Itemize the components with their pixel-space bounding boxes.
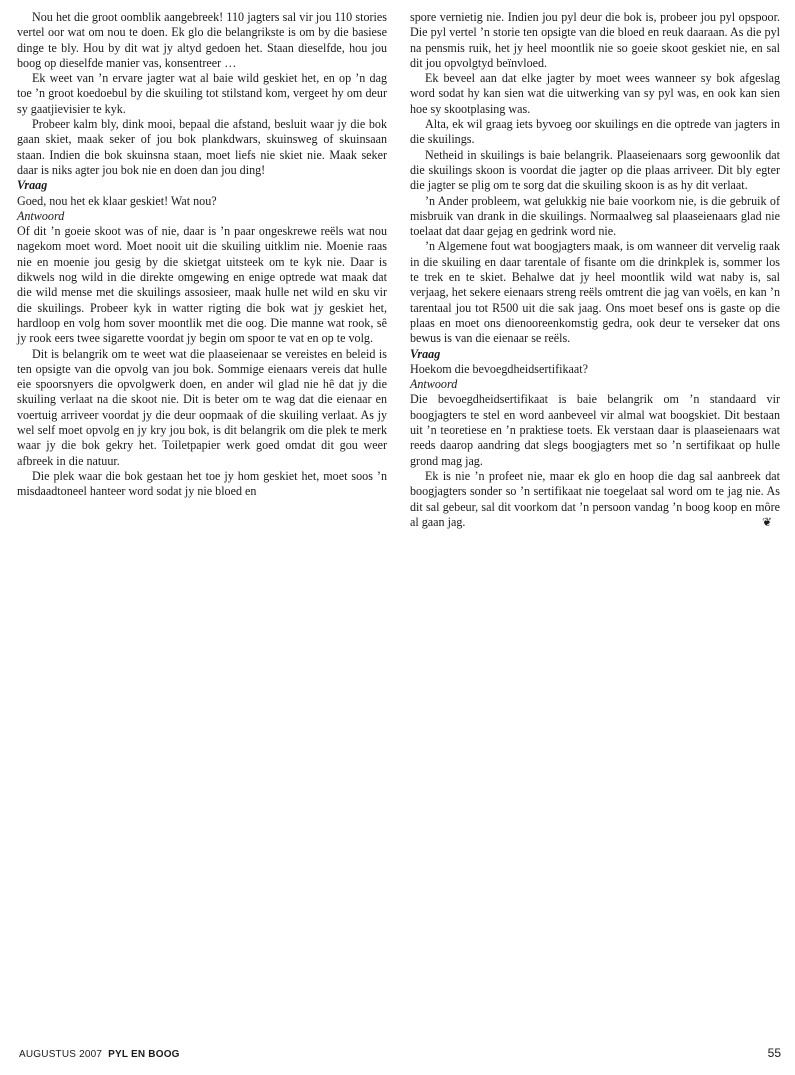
paragraph: Hoekom die bevoegdheidsertifikaat? xyxy=(410,361,588,376)
footer-issue xyxy=(19,1049,180,1060)
paragraph: Ek beveel aan dat elke jagter by moet wees wanneer sy bok afgeslag word sodat hy kan sien wat die uitwerking van sy pyl was, en ook kan sien hoe sy skootplasing was. xyxy=(410,71,780,116)
paragraph: ’n Algemene fout wat boogjagters maak, is om wanneer dit vervelig raak in die skuiling en daar tarentale of fisante om die drinkplek is, sommer los te trek en te skiet. Behalwe dat jy heel moontlik wild wat naby is, sal verjaag, het sekere eienaars streng reëls omtrent die jag van voëls, en kan ’n tarentaal jou tot R500 uit die sak jaag. Ons moet besef ons is gaste op die plaas en moet ons dienooreenkomstig gedra, ook deur te verseker dat ons bewus is van die eienaar se reëls. xyxy=(410,239,780,346)
question-heading: Vraag xyxy=(410,346,441,361)
paragraph: spore vernietig nie. Indien jou pyl deur die bok is, probeer jou pyl opspoor. Die pyl vertel ’n storie ten opsigte van die bloed en reuk daaraan. As die pyl na pensmis ruik, het jy heel moontlik nie so goeie skoot geskiet nie, en sal dit jou opvolgtyd beïnvloed. xyxy=(410,10,780,70)
paragraph: Die plek waar die bok gestaan het toe jy hom geskiet het, moet soos ’n misdaadtoneel hanteer word sodat jy nie bloed en xyxy=(17,468,387,499)
right-column xyxy=(410,10,780,530)
answer-heading: Antwoord xyxy=(17,208,65,223)
paragraph: Ek weet van ’n ervare jagter wat al baie wild geskiet het, en op ’n dag toe ’n groot koedoebul by die skuiling tot stilstand kom, vergeet hy om deur sy gaatjievisier te kyk. xyxy=(17,71,387,116)
answer-heading: Antwoord xyxy=(410,377,458,392)
paragraph: Nou het die groot oomblik aangebreek! 110 jagters sal vir jou 110 stories vertel oor wat om nou te doen. Ek glo die belangrikste is om by die basiese dinge te bly. Hou by dit wat jy altyd gedoen het. Staan dieselfde, hou jou boog op dieselfde manier vas, konsentreer … xyxy=(17,10,387,70)
paragraph: Dit is belangrik om te weet wat die plaaseienaar se vereistes en beleid is ten opsigte van die opvolg van jou bok. Sommige eienaars vereis dat hulle eie spoorsnyers die opvolgwerk doen, en ander wil glad nie hê dat jy die skuiling verlaat na die skoot nie. Dit is beter om te wag dat die eienaar en voertuig arriveer voordat jy die deur oopmaak of die skuiling verlaat. As jy wel self moet opvolg en jy kry jou bok, is dit belangrik om die plek te merk waar jy die bok gekry het. Toiletpapier werk goed omdat dit gou weer afbreek in die natuur. xyxy=(17,346,387,468)
footer-magazine-name: PYL EN BOOG xyxy=(108,1049,180,1060)
paragraph: Goed, nou het ek klaar geskiet! Wat nou? xyxy=(17,193,217,208)
paragraph: Of dit ’n goeie skoot was of nie, daar is ’n paar ongeskrewe reëls wat nou nagekom moet word. Moet nooit uit die skuiling uitklim nie. Moenie raas nie en moenie jou gesig by die skietgat uitsteek om te kyk nie. Daar is dikwels nog wild in die direkte omgewing en enige optrede wat maak dat die wild mense met die skuilings assosieer, maak hulle net wild en sku vir die skuilings. Probeer kyk in watter rigting die bok wat jy geskiet het, hardloop en volg hom sover moontlik met die oog. Die manne wat rook, sê jy rook eers twee sigarette voordat jy begin om spoor te vat en op te volg. xyxy=(17,224,387,346)
paragraph: Ek is nie ’n profeet nie, maar ek glo en hoop die dag sal aanbreek dat boogjagters sonder so ’n sertifikaat nie toegelaat sal word om te jag nie. As dit sal gebeur, sal dit voorkom dat ’n persoon vandag ’n boog koop en môre al gaan jag. ❦ xyxy=(410,468,780,529)
paragraph: ’n Ander probleem, wat gelukkig nie baie voorkom nie, is die gebruik of misbruik van drank in die skuilings. Normaalweg sal plaaseienaars glad nie toelaat dat daar gejag en gedrink word nie. xyxy=(410,193,780,239)
left-column xyxy=(17,10,387,500)
question-heading: Vraag xyxy=(17,178,48,193)
paragraph: Netheid in skuilings is baie belangrik. Plaaseienaars sorg gewoonlik dat die skuilings skoon is voordat die jagter op die plaas arriveer. Dit bly egter die jagter se plig om te sorg dat die skuiling skoon is as hy dit verlaat. xyxy=(410,147,780,193)
paragraph: Alta, ek wil graag iets byvoeg oor skuilings en die optrede van jagters in die skuilings. xyxy=(410,117,780,147)
footer-date: AUGUSTUS 2007 xyxy=(19,1049,103,1060)
end-of-article-icon: ❦ xyxy=(761,514,772,529)
paragraph: Die bevoegdheidsertifikaat is baie belangrik om ’n standaard vir boogjagters te stel en word aanbeveel vir almal wat boogskiet. Dit bestaan uit ’n teoretiese en ’n praktiese toets. Ek verstaan daar is plaaseienaars wat reeds daarop aandring dat slegs boogjagters met so ’n sertifikaat op hulle grond mag jag. xyxy=(410,392,780,468)
paragraph: Probeer kalm bly, dink mooi, bepaal die afstand, besluit waar jy die bok gaan skiet, maak seker of jou bok plankdwars, skuinsweg of skuinsaan staan. Indien die bok skuinsna staan, moet liefs nie skiet nie. Maak seker daar is niks agter jou bok nie en doen dan jou ding! xyxy=(17,117,387,177)
page-number: 55 xyxy=(767,1046,781,1060)
